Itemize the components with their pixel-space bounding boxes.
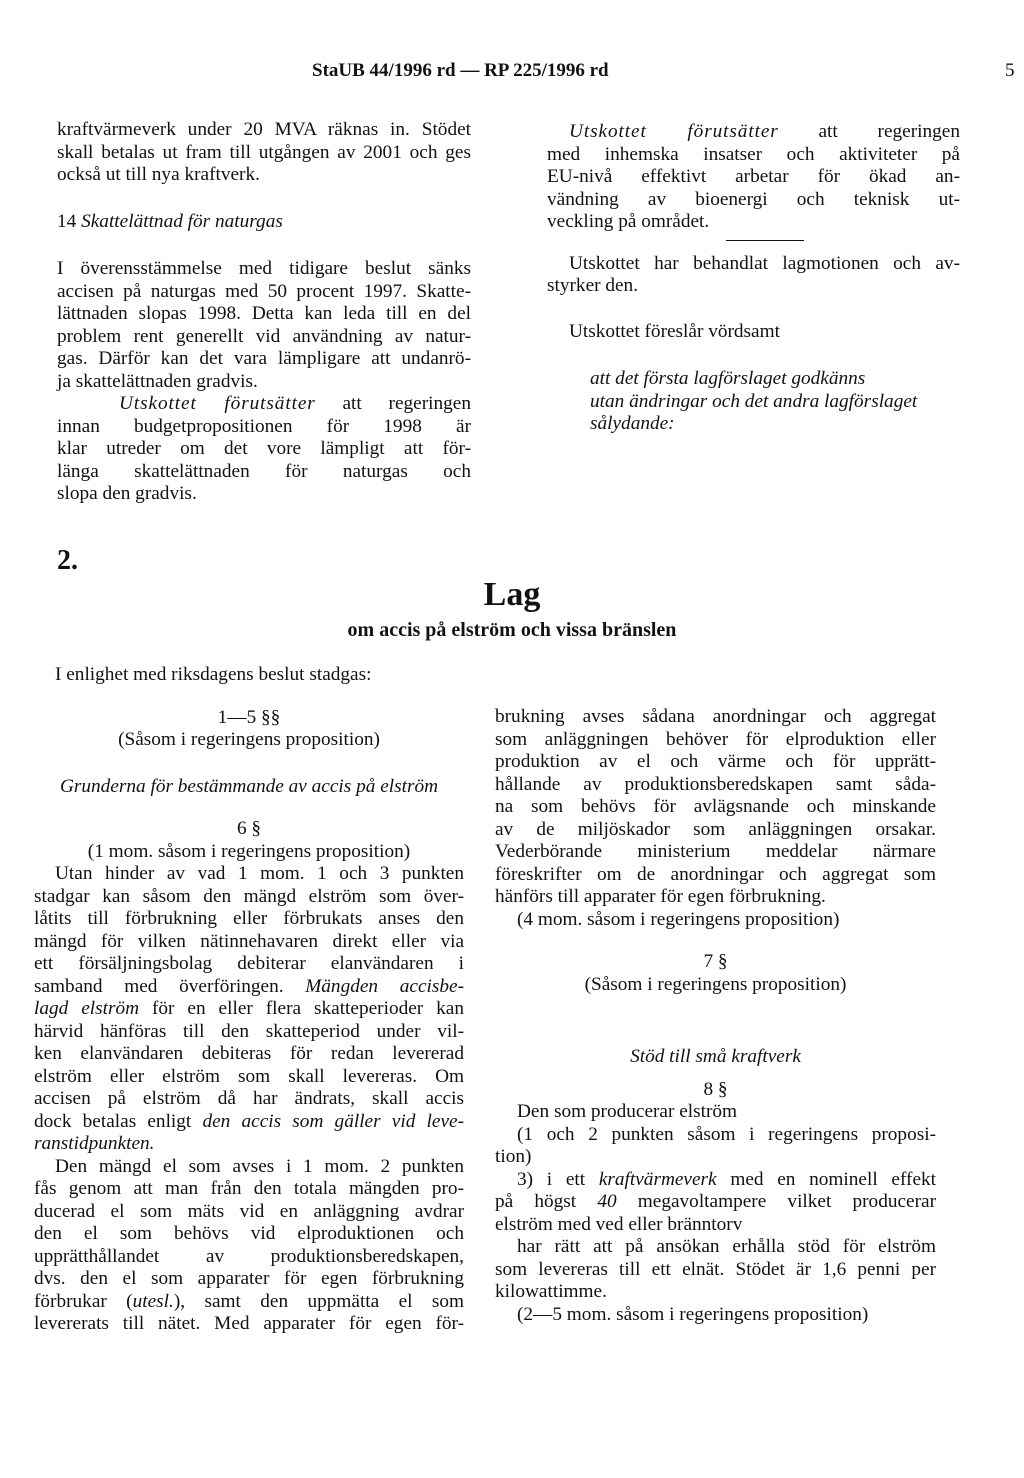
law-title: Lag [483, 576, 541, 613]
text-line: slopa den gradvis. [57, 483, 197, 504]
running-title: StaUB 44/1996 rd — RP 225/1996 rd [312, 60, 609, 81]
paragraph-egen-forbrukning [495, 706, 936, 909]
text-line: fås genom att man från den totala mängden pro- [34, 1178, 464, 1199]
paragraph-section-6-mom-3 [34, 1156, 464, 1336]
text-line: Utan hinder av vad 1 mom. 1 och 3 punkten [55, 863, 464, 884]
text-line [495, 1169, 936, 1192]
text-line: Den mängd el som avses i 1 mom. 2 punkten [55, 1155, 464, 1177]
italic-phrase: 40 [597, 1191, 617, 1212]
text-line: innan budgetpropositionen för 1998 är [57, 415, 471, 437]
text-line: upprätthållandet av produktionsberedskapen, [34, 1245, 464, 1267]
paragraph-proposal [547, 368, 960, 436]
text-line: som anläggningen behöver för elproduktion eller [495, 728, 936, 750]
text-line: klar utreder om det vore lämpligt att för- [57, 438, 471, 459]
text-line: ett försäljningsbolag debiterar elanvändaren i [34, 953, 464, 974]
section-1-5-note: (Såsom i regeringens proposition) [118, 729, 380, 750]
italic-phrase: den accis som gäller vid leve- [202, 1110, 464, 1132]
section-number: 14 [57, 210, 77, 232]
section-7: 7 § [703, 951, 728, 972]
text-fragment: förbrukar ( [34, 1290, 133, 1312]
text-line: ranstidpunkten. [34, 1133, 155, 1154]
text-line: Utskottet har behandlat lagmotionen och av- [569, 252, 960, 274]
text-line: elström eller elström som skall levereras. Om [34, 1065, 464, 1087]
page-number: 5 [1005, 60, 1015, 81]
section-heading-14 [57, 211, 471, 234]
text-line: den el som behövs vid elproduktionen och [34, 1223, 464, 1244]
text-line: låtits till förbrukning eller förbrukats anses den [34, 908, 464, 929]
text-fragment: att regeringen [818, 121, 960, 142]
text-line: har rätt att på ansökan erhålla stöd för elström [517, 1236, 936, 1257]
section-8-text [495, 1101, 936, 1326]
text-line [34, 1291, 464, 1314]
section-6: 6 § [236, 818, 262, 839]
text-line: accisen på naturgas med 50 procent 1997. Skatte- [57, 280, 471, 302]
text-line: hållande av produktionsberedskapen samt såda- [495, 773, 936, 795]
text-line: produktion av el och värme och för upprätt- [495, 751, 936, 772]
text-fragment: megavoltampere vilket producerar [637, 1191, 936, 1212]
text-line: utan ändringar och det andra lagförslaget [590, 390, 918, 412]
text-line: länga skattelättnaden för naturgas och [57, 460, 471, 482]
text-line [547, 121, 960, 144]
text-line: tion) [495, 1146, 532, 1167]
text-line: vändning av bioenergi och teknisk ut- [547, 188, 960, 210]
text-line: Den som producerar elström [517, 1101, 738, 1122]
text-line: gas. Därför kan det vara lämpligare att undanrö- [57, 348, 471, 369]
section-7-note: (Såsom i regeringens proposition) [584, 973, 847, 995]
text-fragment: dock betalas enligt [34, 1110, 192, 1132]
text-fragment: med en nominell effekt [730, 1168, 936, 1190]
text-line: skall betalas ut fram till utgången av 2001 och ges [57, 141, 471, 163]
paragraph-kraftvarmeverk [57, 119, 471, 187]
text-line [34, 1111, 464, 1134]
lower-left-column [34, 664, 464, 1336]
text-line: (1 och 2 punkten såsom i regeringens proposi- [517, 1123, 936, 1145]
text-fragment: samband med överföringen. [34, 975, 284, 997]
text-fragment: på högst [495, 1191, 577, 1212]
text-line: accisen på elström då har ändrats, skall accis [34, 1088, 464, 1109]
text-line: lättnaden slopas 1998. Detta kan leda till en del [57, 303, 471, 324]
subheading-stod: Stöd till små kraftverk [630, 1046, 801, 1067]
paragraph-section-6-mom-2 [34, 863, 464, 1156]
text-line: sålydande: [590, 413, 675, 434]
section-6-mom-4-note: (4 mom. såsom i regeringens proposition) [517, 908, 840, 930]
enactment-clause: I enlighet med riksdagens beslut stadgas: [55, 664, 372, 685]
page-header [0, 60, 1024, 84]
text-line: I överensstämmelse med tidigare beslut sänks [57, 258, 471, 279]
text-line: Utskottet föreslår vördsamt [569, 320, 780, 342]
text-line: att det första lagförslaget godkänns [590, 368, 866, 389]
text-line: na som behövs för avlägsnande och minskande [495, 796, 936, 817]
paragraph-utskottet-bioenergi [547, 121, 960, 234]
text-line: hänförs till apparater för egen förbrukning. [495, 886, 826, 907]
paragraph-utskottet-naturgas [57, 393, 471, 506]
divider-rule [726, 240, 804, 241]
italic-phrase: Mängden accisbe- [305, 975, 464, 997]
upper-left-column [57, 119, 471, 506]
text-line: ja skattelättnaden gradvis. [57, 370, 258, 392]
text-line: ken elanvändaren debiteras för redan levererad [34, 1043, 464, 1064]
section-8: 8 § [703, 1078, 728, 1100]
section-title: Skattelättnad för naturgas [81, 210, 283, 232]
subheading-grunderna: Grunderna för bestämmande av accis på elström [59, 775, 439, 797]
text-line: dvs. den el som apparater för egen förbrukning [34, 1268, 464, 1289]
section-8-note: (2—5 mom. såsom i regeringens proposition) [517, 1303, 869, 1325]
italic-phrase: kraftvärmeverk [598, 1168, 717, 1190]
text-line: elström med ved eller bränntorv [495, 1213, 743, 1235]
paragraph-foreslar [547, 321, 960, 344]
text-line: föreskrifter om de anordningar och aggregat som [495, 863, 936, 885]
text-line: Vederbörande ministerium meddelar närmare [495, 841, 936, 862]
upper-right-column [547, 121, 960, 436]
text-line: av de miljöskador som anläggningen orsakar. [495, 818, 936, 840]
text-line: brukning avses sådana anordningar och aggregat [495, 706, 936, 727]
text-line: EU-nivå effektivt arbetar för ökad an- [547, 166, 960, 187]
text-line: styrker den. [547, 275, 639, 296]
part-number: 2. [57, 545, 78, 576]
section-1-5: 1—5 §§ [217, 706, 281, 728]
text-line: också ut till nya kraftverk. [57, 164, 260, 185]
italic-phrase: lagd elström [34, 998, 140, 1019]
text-line [34, 998, 464, 1021]
section-6-note: (1 mom. såsom i regeringens proposition) [87, 840, 411, 862]
text-line [495, 1191, 936, 1214]
paragraph-naturgas [57, 258, 471, 393]
italic-phrase: Utskottet förutsätter [119, 393, 316, 414]
text-line: kilowattimme. [495, 1281, 607, 1302]
italic-phrase: Utskottet förutsätter [569, 121, 779, 142]
text-line: levererats till nätet. Med apparater för egen för- [34, 1313, 464, 1334]
text-line: med inhemska insatser och aktiviteter på [547, 143, 960, 165]
italic-phrase: utesl. [132, 1290, 174, 1312]
text-line: som levereras till ett elnät. Stödet är 1,6 penni per [495, 1258, 936, 1280]
text-line: veckling på området. [547, 211, 710, 232]
text-line [34, 976, 464, 999]
text-line: stadgar kan såsom den mängd elström som över- [34, 885, 464, 907]
lower-right-column [495, 706, 936, 1326]
text-line: kraftvärmeverk under 20 MVA räknas in. Stödet [57, 119, 471, 140]
text-fragment: ), samt den uppmätta el som [173, 1290, 465, 1312]
paragraph-lagmotion [547, 253, 960, 298]
text-fragment: för en eller flera skatteperioder kan [152, 998, 464, 1019]
text-line: ducerad el som mäts vid en anläggning avdrar [34, 1200, 464, 1222]
text-line: mängd för vilken nätinnehavaren direkt eller via [34, 930, 464, 952]
law-subtitle: om accis på elström och vissa bränslen [347, 619, 677, 641]
text-fragment: 3) i ett [517, 1168, 586, 1190]
text-line [57, 393, 471, 416]
text-fragment: att regeringen [342, 393, 471, 414]
text-line: problem rent generellt vid användning av natur- [57, 325, 471, 347]
text-line: härvid hänföras till den skatteperiod under vil- [34, 1020, 464, 1042]
